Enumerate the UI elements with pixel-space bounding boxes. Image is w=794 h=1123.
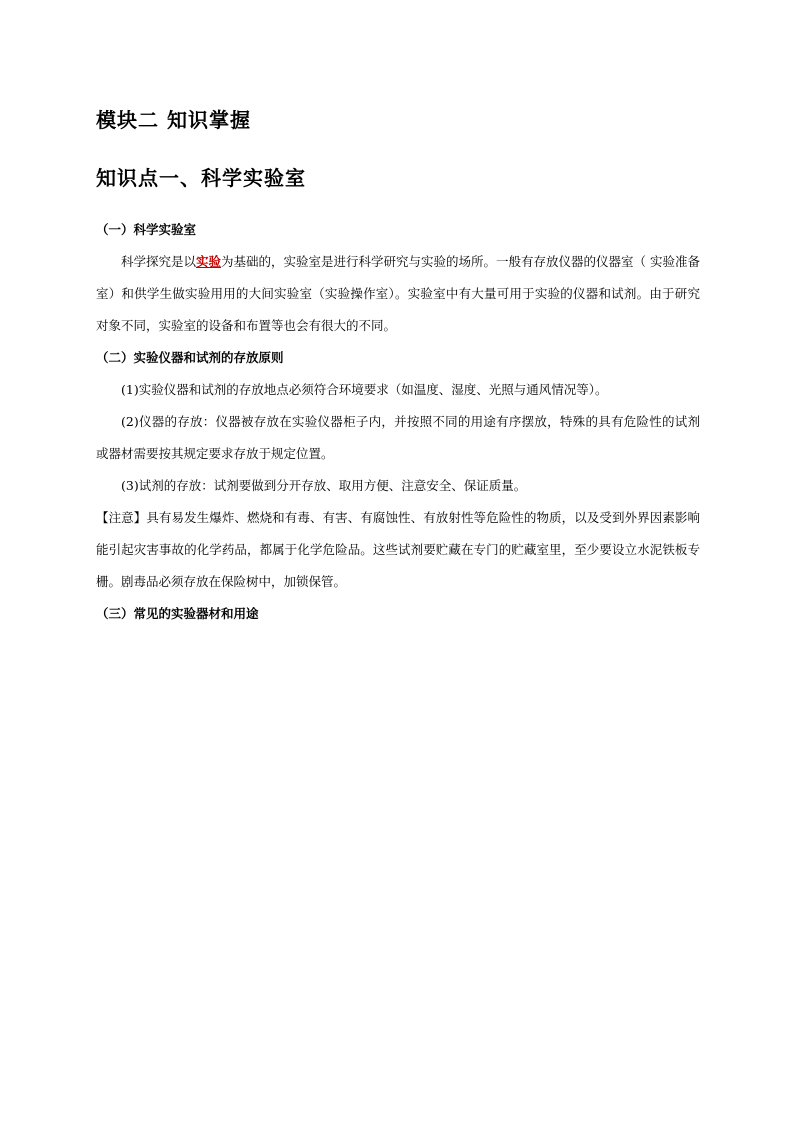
section-1 xyxy=(96,214,700,342)
section-1-text-before: 科学探究是以 xyxy=(121,254,197,269)
knowledge-point-title: 知识点一、科学实验室 xyxy=(96,166,306,190)
note-paragraph: 【注意】具有易发生爆炸、燃烧和有毒、有害、有腐蚀性、有放射性等危险性的物质，以及受到外界因素影响能引起灾害事故的化学药品，都属于化学危险品。这些试剂要贮藏在专门的贮藏室里，至少要设立水泥铁板专栅。剧毒品必须存放在保险树中，加锁保管。 xyxy=(96,510,700,589)
section-1-heading: （一）科学实验室 xyxy=(96,222,197,237)
section-2-heading: （二）实验仪器和试剂的存放原则 xyxy=(96,350,284,365)
storage-item-2: (2)仪器的存放：仪器被存放在实验仪器柜子内，并按照不同的用途有序摆放，特殊的具有危险性的试剂或器材需要按其规定要求存放于规定位置。 xyxy=(96,414,700,461)
section-1-text-after: 为基础的，实验室是进行科学研究与实验的场所。一般有存放仪器的仪器室（ 实验准备室）和供学生做实验用用的大间实验室（实验操作室）。实验室中有大量可用于实验的仪器和试剂。由于研究对象不同，实验室的设备和布置等也会有很大的不同。 xyxy=(96,254,701,333)
section-2 xyxy=(96,342,700,630)
section-1-paragraph xyxy=(96,246,700,342)
storage-item-1: (1)实验仪器和试剂的存放地点必须符合环境要求（如温度、湿度、光照与通风情况等）。 xyxy=(121,382,608,397)
storage-item-3: (3)试剂的存放：试剂要做到分开存放、取用方便、注意安全、保证质量。 xyxy=(121,478,527,493)
experiment-highlight: 实验 xyxy=(196,254,222,269)
section-3-heading: （三）常见的实验器材和用途 xyxy=(96,606,259,621)
module-title: 模块二 知识掌握 xyxy=(96,108,251,132)
